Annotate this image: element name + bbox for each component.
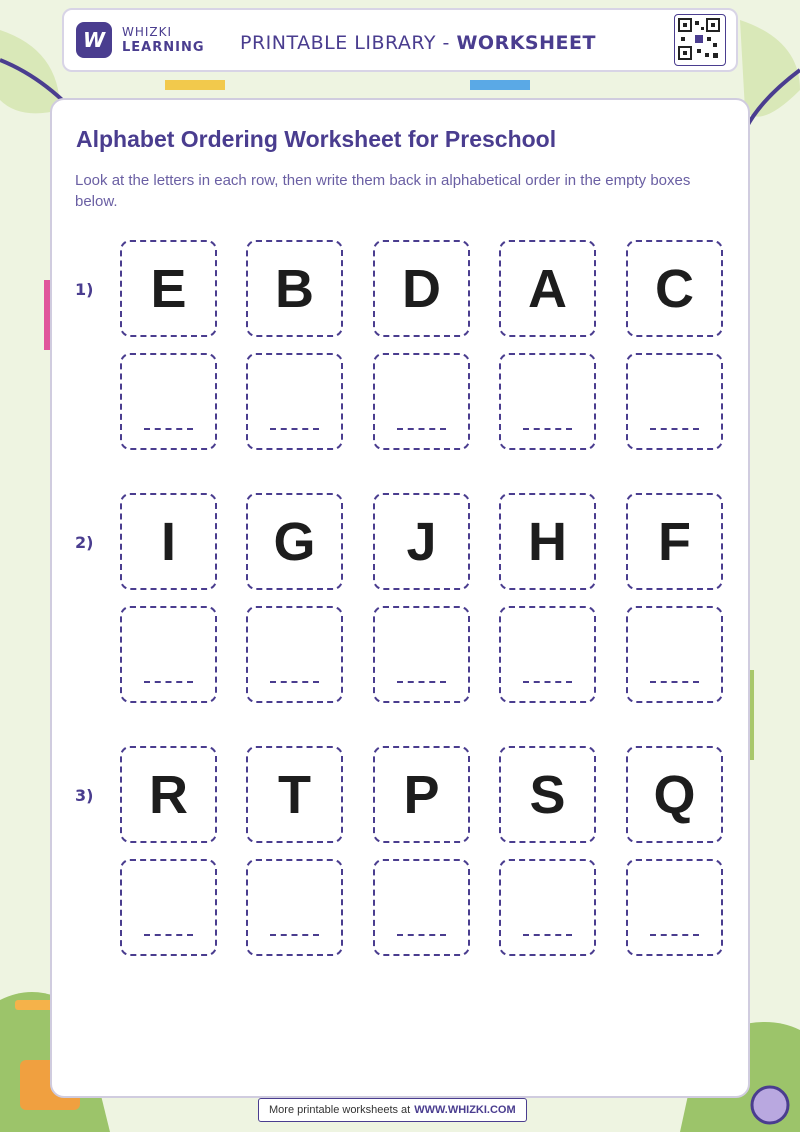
- answer-line: [270, 428, 319, 430]
- answer-line: [523, 681, 572, 683]
- letter-box: G: [246, 493, 343, 590]
- answer-box[interactable]: [120, 859, 217, 956]
- row-number: 1): [75, 280, 94, 299]
- footer-link[interactable]: WWW.WHIZKI.COM: [414, 1104, 516, 1116]
- letter-box: B: [246, 240, 343, 337]
- answer-line: [650, 428, 699, 430]
- answer-line: [397, 681, 446, 683]
- brand-line2: LEARNING: [122, 40, 205, 55]
- letter-box: P: [373, 746, 470, 843]
- brand-line1: WHIZKI: [122, 25, 173, 39]
- answer-box[interactable]: [499, 859, 596, 956]
- answer-line: [397, 428, 446, 430]
- answer-line: [523, 428, 572, 430]
- answer-box[interactable]: [373, 606, 470, 703]
- answer-line: [270, 681, 319, 683]
- letter-box: D: [373, 240, 470, 337]
- header-title-prefix: PRINTABLE LIBRARY -: [240, 32, 457, 54]
- footer-text: More printable worksheets at: [269, 1104, 411, 1116]
- answer-box[interactable]: [246, 859, 343, 956]
- answer-line: [270, 934, 319, 936]
- answer-line: [523, 934, 572, 936]
- letter-box: A: [499, 240, 596, 337]
- worksheet-title: Alphabet Ordering Worksheet for Preschool: [76, 126, 557, 152]
- answer-box[interactable]: [499, 353, 596, 450]
- letter-box: I: [120, 493, 217, 590]
- letter-box: R: [120, 746, 217, 843]
- header-title-bold: WORKSHEET: [456, 32, 596, 54]
- answer-box[interactable]: [626, 353, 723, 450]
- answer-line: [144, 681, 193, 683]
- answer-line: [144, 934, 193, 936]
- header-title: [240, 32, 596, 54]
- answer-box[interactable]: [246, 353, 343, 450]
- answer-line: [144, 428, 193, 430]
- answer-box[interactable]: [626, 606, 723, 703]
- answer-box[interactable]: [373, 353, 470, 450]
- letter-box: C: [626, 240, 723, 337]
- row-number: 3): [75, 786, 94, 805]
- answer-box[interactable]: [373, 859, 470, 956]
- letter-box: H: [499, 493, 596, 590]
- answer-box[interactable]: [120, 353, 217, 450]
- letter-box: J: [373, 493, 470, 590]
- letter-box: Q: [626, 746, 723, 843]
- header-bar: [62, 8, 738, 72]
- footer-banner: [258, 1098, 527, 1122]
- worksheet-instructions: Look at the letters in each row, then write them back in alphabetical order in the empty boxes below.: [75, 172, 691, 210]
- brand-name: [122, 24, 205, 56]
- letter-box: F: [626, 493, 723, 590]
- answer-line: [650, 681, 699, 683]
- qr-code-icon[interactable]: [674, 14, 726, 66]
- answer-box[interactable]: [499, 606, 596, 703]
- answer-box[interactable]: [626, 859, 723, 956]
- answer-box[interactable]: [246, 606, 343, 703]
- letter-box: S: [499, 746, 596, 843]
- answer-line: [650, 934, 699, 936]
- letter-box: T: [246, 746, 343, 843]
- answer-box[interactable]: [120, 606, 217, 703]
- whizki-logo-icon[interactable]: W: [76, 22, 112, 58]
- row-number: 2): [75, 533, 94, 552]
- answer-line: [397, 934, 446, 936]
- letter-box: E: [120, 240, 217, 337]
